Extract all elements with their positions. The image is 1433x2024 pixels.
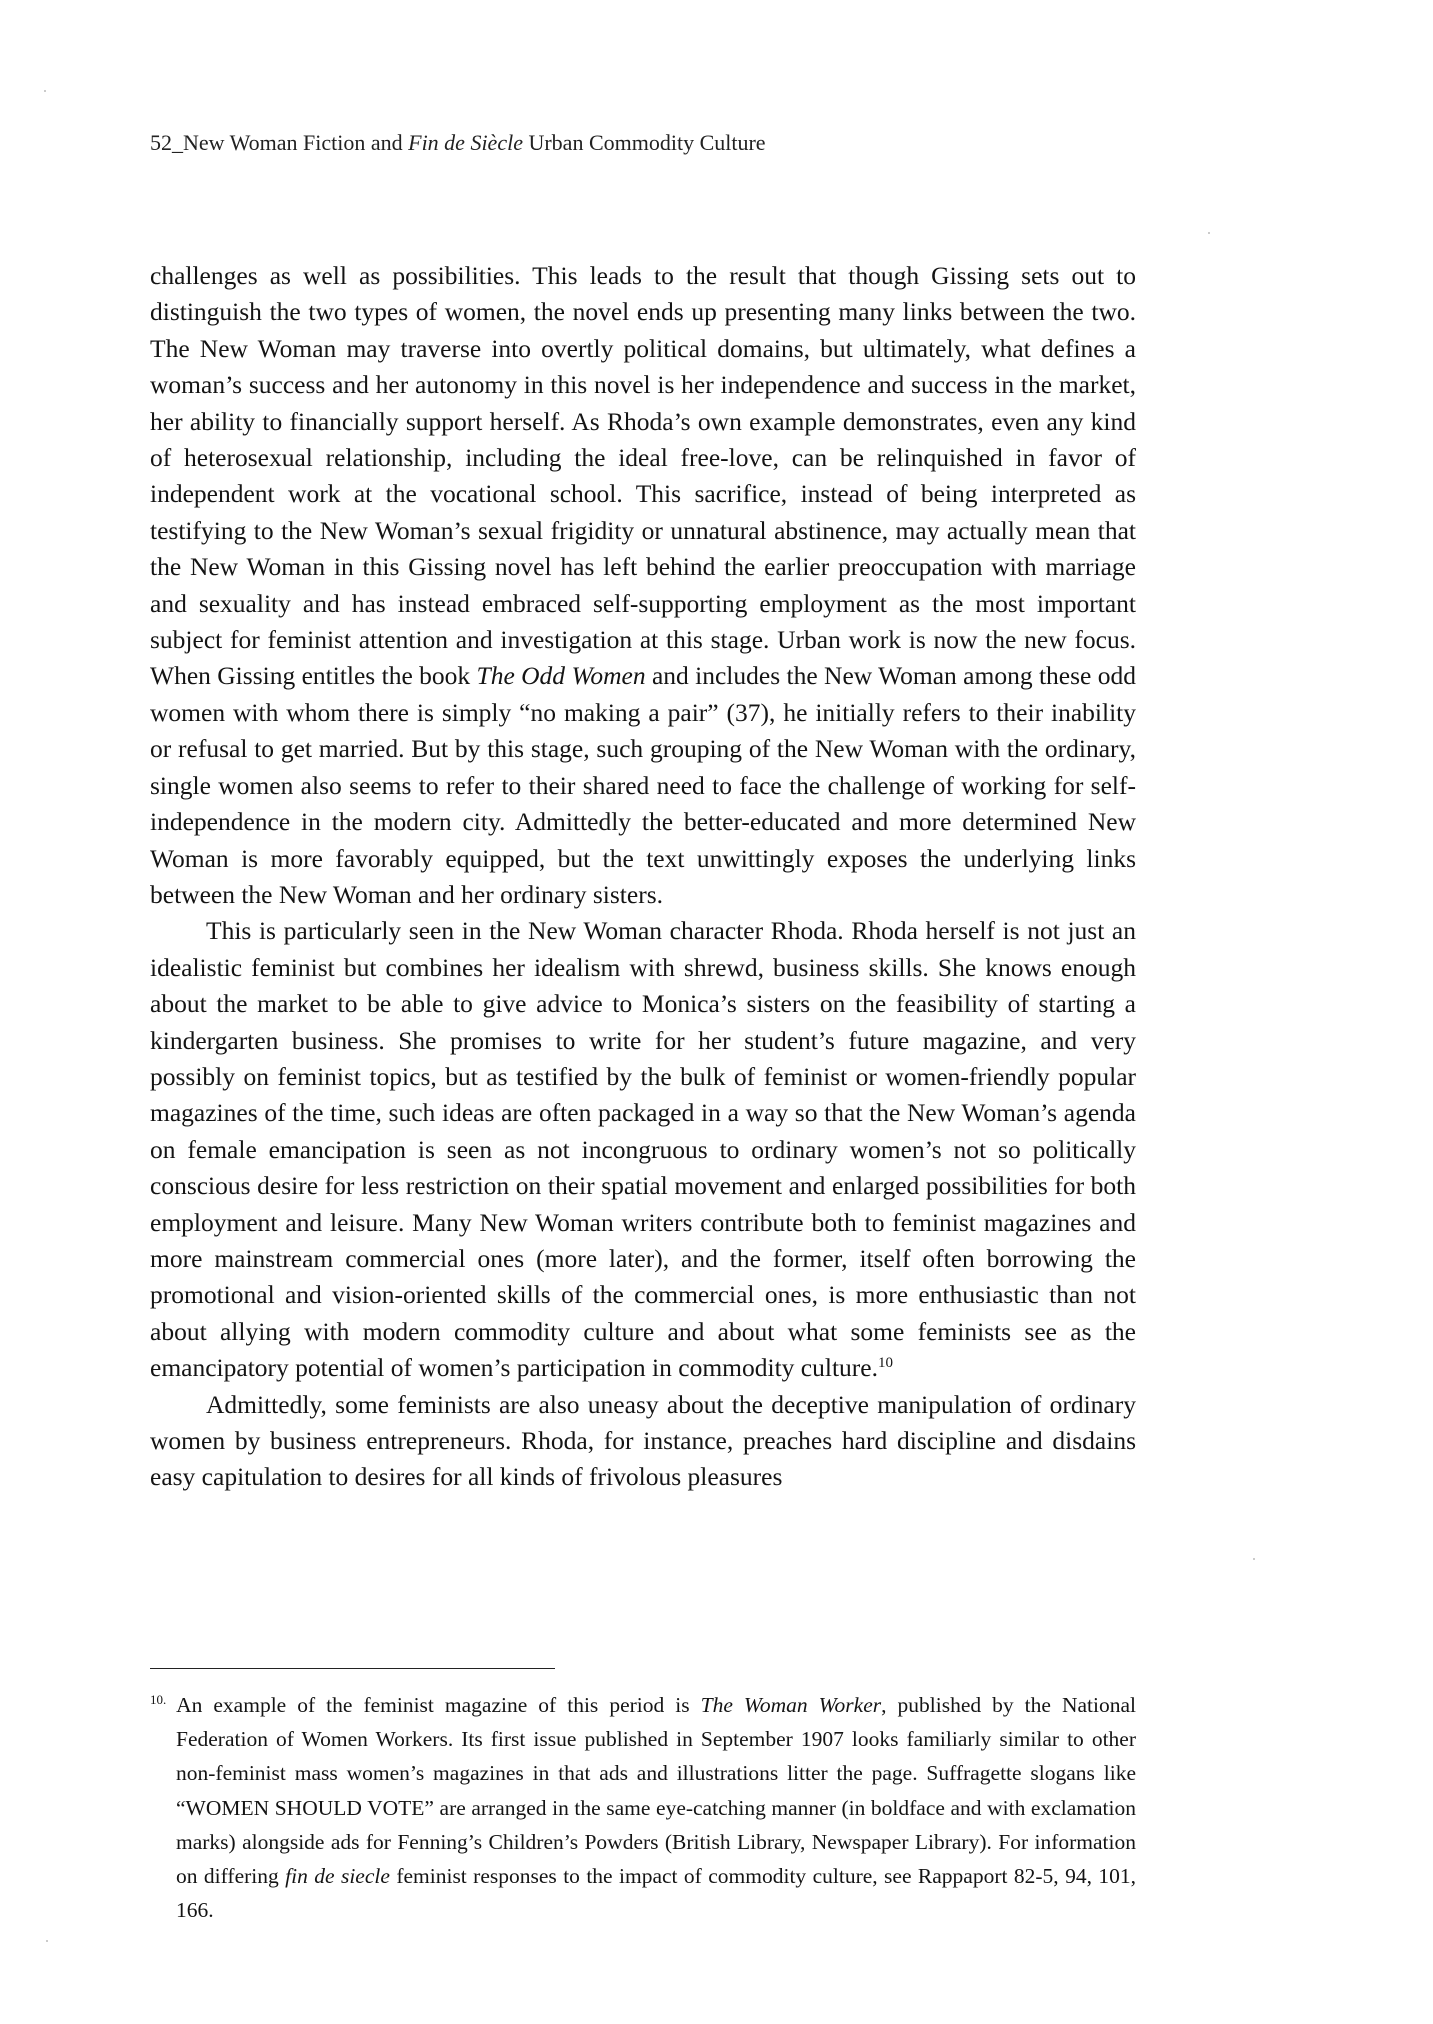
footnote-reference[interactable]: 10 [877, 1355, 893, 1372]
footnote-italic-phrase: fin de siecle [285, 1864, 390, 1889]
paragraph-3-text: Admittedly, some feminists are also uneasy about the deceptive manipulation of ordinary women by business entrepreneurs. Rhoda, for instance, preaches hard discipline and disdains easy capitulation to desires for all kinds of frivolous pleasures [150, 1389, 1136, 1492]
running-head-title-end: Urban Commodity Culture [522, 130, 766, 155]
paragraph-1 [150, 258, 1136, 913]
footnote-text: An example of the feminist magazine of this period is [166, 1693, 701, 1717]
footnote-text-end: feminist responses to the impact of commodity culture, see Rappaport 82-5, 94, 101, 166. [176, 1864, 1136, 1923]
paragraph-2-text: This is particularly seen in the New Woman character Rhoda. Rhoda herself is not just an idealistic feminist but combines her idealism with shrewd, business skills. She knows enough about the market to be able to give advice to Monica’s sisters on the feasibility of starting a kindergarten business. She promises to write for her student’s future magazine, and very possibly on feminist topics, but as testified by the bulk of feminist or women-friendly popular magazines of the time, such ideas are often packaged in a way so that the New Woman’s agenda on female emancipation is seen as not incongruous to ordinary women’s not so politically conscious desire for less restriction on their spatial movement and enlarged possibilities for both employment and leisure. Many New Woman writers contribute both to feminist magazines and more mainstream commercial ones (more later), and the former, itself often borrowing the promotional and vision-oriented skills of the commercial ones, is more enthusiastic than not about allying with modern commodity culture and about what some feminists see as the emancipatory potential of women’s participation in commodity culture. [150, 916, 1136, 1383]
footnote-10 [150, 1688, 1136, 1927]
footnote-divider [150, 1668, 555, 1669]
running-head-separator: _ [172, 130, 183, 155]
scan-speck [1208, 232, 1210, 234]
book-title-italic: The Odd Women [476, 661, 646, 691]
footnote-marker: 10. [150, 1692, 167, 1707]
body-text [150, 258, 1136, 1496]
scan-speck [1253, 1558, 1255, 1560]
page-number: 52 [150, 130, 172, 155]
paragraph-3 [150, 1387, 1136, 1496]
footnote-text-cont: , published by the National Federation of Women Workers. Its first issue published in September 1907 looks familiarly similar to other non-feminist mass women’s magazines in that ads and illustrations litter the page. Suffragette slogans like “WOMEN SHOULD VOTE” are arranged in the same eye-catching manner (in boldface and with exclamation marks) alongside ads for Fenning’s Children’s Powders (British Library, Newspaper Library). For information on differing [176, 1693, 1136, 1889]
scan-speck [46, 1940, 48, 1942]
running-head-title-italic: Fin de Siècle [408, 130, 523, 155]
paragraph-1-text: challenges as well as possibilities. This leads to the result that though Gissing sets out to distinguish the two types of women, the novel ends up presenting many links between the two. The New Woman may traverse into overtly political domains, but ultimately, what defines a woman’s success and her autonomy in this novel is her independence and success in the market, her ability to financially support herself. As Rhoda’s own example demonstrates, even any kind of heterosexual relationship, including the ideal free-love, can be relinquished in favor of independent work at the vocational school. This sacrifice, instead of being interpreted as testifying to the New Woman’s sexual frigidity or unnatural abstinence, may actually mean that the New Woman in this Gissing novel has left behind the earlier preoccupation with marriage and sexuality and has instead embraced self-supporting employment as the most important subject for feminist attention and investigation at this stage. Urban work is now the new focus. When Gissing entitles the book [150, 261, 1136, 691]
footnotes-section [150, 1688, 1136, 1927]
paragraph-1-text-cont: and includes the New Woman among these odd women with whom there is simply “no making a pair” (37), he initially refers to their inability or refusal to get married. But by this stage, such grouping of the New Woman with the ordinary, single women also seems to refer to their shared need to face the challenge of working for self-independence in the modern city. Admittedly the better-educated and more determined New Woman is more favorably equipped, but the text unwittingly exposes the underlying links between the New Woman and her ordinary sisters. [150, 661, 1136, 909]
scan-speck [44, 90, 46, 92]
paragraph-2 [150, 913, 1136, 1386]
magazine-title-italic: The Woman Worker [700, 1693, 882, 1717]
running-head-title: New Woman Fiction and [183, 130, 409, 155]
running-head [150, 128, 1150, 158]
